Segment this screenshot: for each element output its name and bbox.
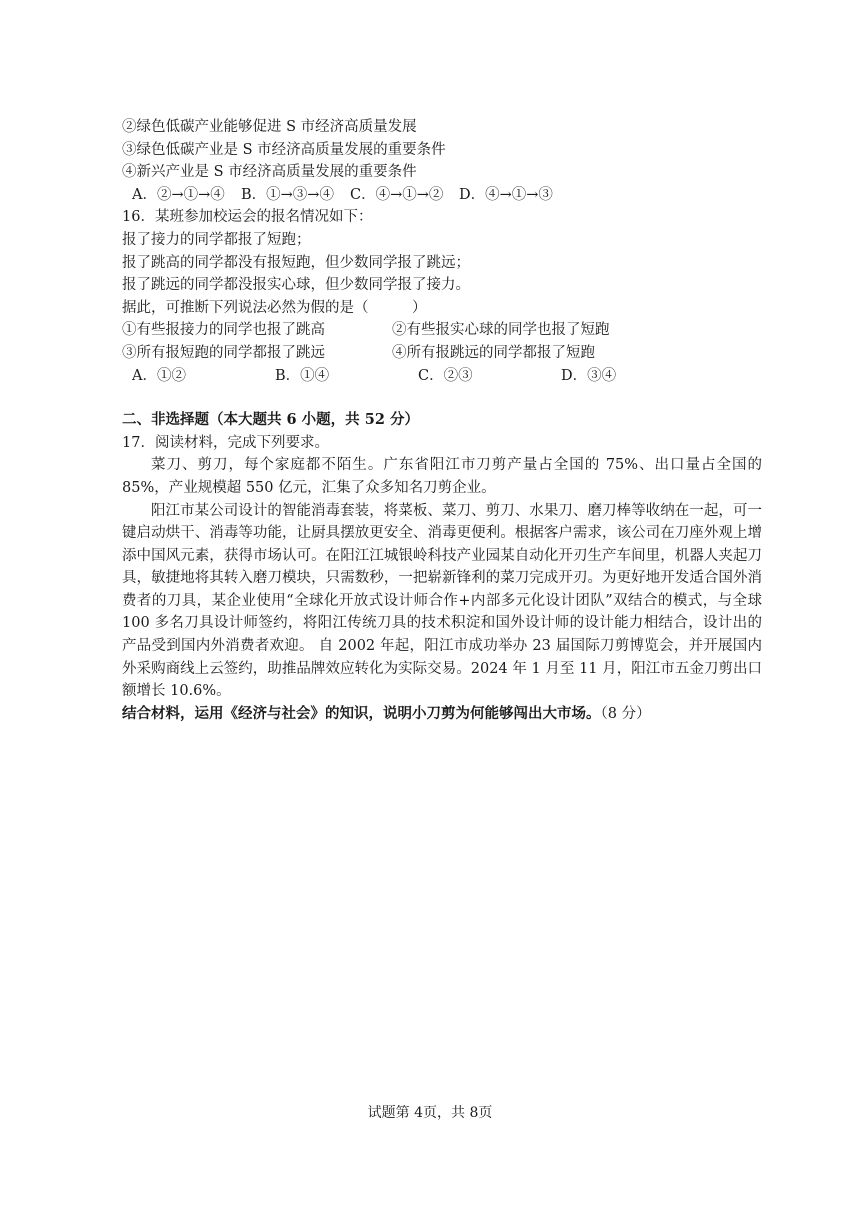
- page-footer: 试题第 4页，共 8页: [367, 1105, 493, 1121]
- section-gap: [122, 387, 762, 409]
- q16-condition-1: 报了接力的同学都报了短跑；: [122, 231, 311, 248]
- q16-question: 据此，可推断下列说法必然为假的是（ ）: [122, 299, 427, 316]
- q15-statement-2: ②绿色低碳产业能够促进 S 市经济高质量发展: [122, 119, 417, 135]
- q16-condition-2: 报了跳高的同学都没有报短跑，但少数同学报了跳远；: [122, 254, 470, 271]
- q16-statement-2: ②有些报实心球的同学也报了短跑: [392, 322, 610, 339]
- q17-material-paragraph-1: 菜刀、剪刀，每个家庭都不陌生。广东省阳江市刀剪产量占全国的 75%、出口量占全国的 85%，产业规模超 550 亿元，汇集了众多知名刀剪企业。: [122, 457, 762, 496]
- q15-option-a: A．②→①→④: [132, 186, 225, 203]
- q17-points: （8 分）: [600, 705, 651, 722]
- page-content: [122, 116, 762, 725]
- section-heading: 二、非选择题（本大题共 6 小题，共 52 分）: [122, 411, 419, 429]
- q16-statement-row-1: [122, 319, 762, 342]
- q16-option-d: D．③④: [561, 367, 617, 384]
- q17-task-text: 结合材料，运用《经济与社会》的知识，说明小刀剪为何能够闯出大市场。: [122, 704, 601, 722]
- q16-condition-3: 报了跳远的同学都没报实心球，但少数同学报了接力。: [122, 277, 470, 294]
- q16-option-b: B．①④: [275, 367, 330, 384]
- q15-option-d: D．④→①→③: [459, 186, 553, 203]
- q16-statement-3: ③所有报短跑的同学都报了跳远: [122, 344, 325, 361]
- q17-stem: 17．阅读材料，完成下列要求。: [122, 434, 329, 451]
- q16-options: [122, 365, 762, 388]
- q16-option-a: A．①②: [132, 367, 186, 384]
- q15-options: [122, 184, 762, 207]
- q17-task: [122, 703, 762, 726]
- q15-option-b: B．①→③→④: [241, 186, 334, 203]
- q15-option-c: C．④→①→②: [350, 186, 444, 203]
- q15-statement-4: ④新兴产业是 S 市经济高质量发展的重要条件: [122, 164, 417, 181]
- q16-statement-4: ④所有报跳远的同学都报了短跑: [392, 344, 595, 361]
- q16-option-c: C．②③: [418, 367, 473, 384]
- q17-material-paragraph-2: 阳江市某公司设计的智能消毒套装，将菜板、菜刀、剪刀、水果刀、磨刀棒等收纳在一起，可一键启动烘干、消毒等功能，让厨具摆放更安全、消毒更便利。根据客户需求，该公司在刀座外观上增添中国风元素，获得市场认可。在阳江江城银岭科技产业园某自动化开刃生产车间里，机器人夹起刀具，敏捷地将其转入磨刀模块，只需数秒，一把崭新锋利的菜刀完成开刃。为更好地开发适合国外消费者的刀具，某企业使用“全球化开放式设计师合作+内部多元化设计团队”双结合的模式，与全球 100 多名刀具设计师签约，将阳江传统刀具的技术积淀和国外设计师的设计能力相结合，设计出的产品受到国内外消费者欢迎。 自 2002 年起，阳江市成功举办 23 届国际刀剪博览会，并开展国内外采购商线上云签约，助推品牌效应转化为实际交易。2024 年 1 月至 11 月，阳江市五金刀剪出口额增长 10.6%。: [122, 502, 762, 700]
- q16-stem: 16．某班参加校运会的报名情况如下：: [122, 209, 373, 226]
- q16-statement-1: ①有些报接力的同学也报了跳高: [122, 322, 325, 339]
- q15-statement-3: ③绿色低碳产业是 S 市经济高质量发展的重要条件: [122, 141, 446, 158]
- q16-statement-row-2: [122, 342, 762, 365]
